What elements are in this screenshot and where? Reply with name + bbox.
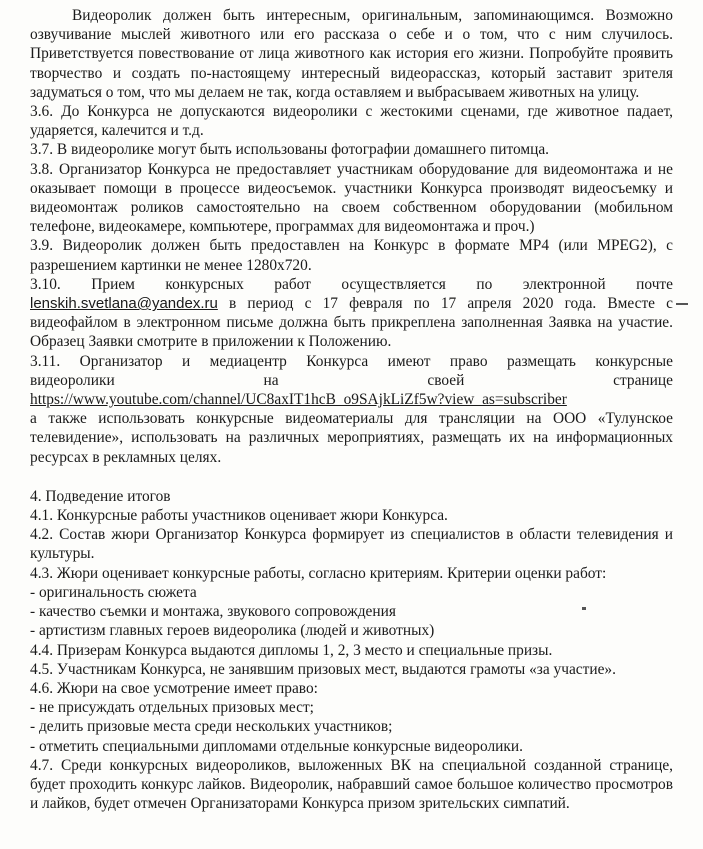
rights-item: - делить призовые места среди нескольких участников; [30, 718, 393, 736]
email-link[interactable]: lenskih.svetlana@yandex.ru [30, 295, 218, 313]
clause-3-8: 3.8. Организатор Конкурса не предоставляет участникам оборудование для видеомонтажа и не оказывает помощи в процессе видеосъемок. участники Конкурса производят видеосъемку и видеомонтаж роликов самостоятельно на своем собственном оборудовании (мобильном телефоне, видеокамере, компьютере, программах для видеомонтажа и проч.) [30, 160, 673, 236]
clause-3-11-word: имеют [387, 352, 431, 370]
clause-3-11-line2 [30, 371, 673, 390]
clause-3-10-word: Прием [91, 275, 135, 293]
section-4-title: 4. Подведение итогов [30, 487, 171, 505]
clause-3-11-word: 3.11. [30, 352, 61, 370]
clause-3-10-word: конкурсных [165, 275, 244, 293]
clause-4-3: 4.3. Жюри оценивает конкурсные работы, согласно критериям. Критерии оценки работ: [30, 564, 607, 582]
clause-3-10-word: почте [636, 275, 673, 293]
rights-item: - отметить специальными дипломами отдельные конкурсные видеоролики. [30, 737, 523, 755]
clause-3-10-first-line [30, 275, 673, 294]
clause-3-7: 3.7. В видеоролике могут быть использованы фотографии домашнего питомца. [30, 141, 550, 159]
clause-3-10-word: электронной [522, 275, 606, 293]
clause-4-2: 4.2. Состав жюри Организатор Конкурса формирует из специалистов в области телевидения и культуры. [30, 526, 673, 563]
intro-paragraph: Видеоролик должен быть интересным, оригинальным, запоминающимся. Возможно озвучивание мыслей животного или его рассказа о себе и о том, что с ним случилось. Приветствуется повествование от лица животного как история его жизни. Попробуйте проявить творчество и создать по-настоящему интересный видеорассказ, который заставит зрителя задуматься о том, что мы делаем не так, когда оставляем и выбрасываем животных на улицу. [30, 7, 673, 101]
scan-speck [582, 607, 586, 610]
clause-3-11-word: Организатор [79, 352, 163, 370]
clause-3-11-word: Конкурса [306, 352, 369, 370]
clause-3-11-word: на [263, 371, 279, 389]
rights-item: - не присуждать отдельных призовых мест; [30, 699, 314, 717]
criteria-item: - артистизм главных героев видеоролика (людей и животных) [30, 622, 435, 640]
clause-4-5: 4.5. Участникам Конкурса, не занявшим призовых мест, выдаются грамоты «за участие». [30, 660, 616, 678]
clause-3-11-word: конкурсные [595, 352, 673, 370]
scan-speck [676, 303, 688, 305]
criteria-item: - качество съемки и монтажа, звукового сопровождения [30, 603, 396, 621]
clause-3-10-word: осуществляется [341, 275, 446, 293]
clause-3-11 [30, 352, 673, 467]
clause-3-11-word: своей [427, 371, 465, 389]
clause-3-10-word: работ [274, 275, 311, 293]
clause-3-11-url-line [30, 390, 673, 409]
clause-3-11-rest: а также использовать конкурсные видеоматериалы для трансляции на ООО «Тулунское телевидение», использовать на различных мероприятиях, размещать их на информационных ресурсах в рекламных целях. [30, 410, 673, 466]
clause-3-10 [30, 275, 673, 352]
clause-4-1: 4.1. Конкурсные работы участников оценивает жюри Конкурса. [30, 507, 448, 525]
clause-3-10-word: по [476, 275, 493, 293]
clause-4-6: 4.6. Жюри на свое усмотрение имеет право: [30, 679, 318, 697]
clause-3-11-word: право [449, 352, 488, 370]
clause-3-9: 3.9. Видеоролик должен быть предоставлен на Конкурс в формате MP4 (или MPEG2), с разрешением картинки не менее 1280х720. [30, 237, 673, 274]
clause-3-11-word: и [181, 352, 191, 370]
clause-3-10-word: 3.10. [30, 275, 61, 293]
clause-3-11-word: странице [613, 371, 673, 389]
section-gap [30, 467, 673, 487]
clause-3-6: 3.6. До Конкурса не допускаются видеоролики с жестокими сценами, где животное падает, ударяется, калечится и т.д. [30, 103, 673, 140]
clause-3-11-word: размещать [506, 352, 576, 370]
criteria-item: - оригинальность сюжета [30, 583, 197, 601]
clause-3-10-body [30, 294, 673, 352]
clause-3-11-word: медиацентр [209, 352, 287, 370]
youtube-channel-link[interactable]: https://www.youtube.com/channel/UC8axIT1hcB_o9SAjkLiZf5w?view_as=subscriber [30, 391, 567, 409]
clause-3-11-word: видеоролики [30, 371, 115, 389]
clause-4-7: 4.7. Среди конкурсных видеороликов, выложенных ВК на специальной созданной странице, будет проходить конкурс лайков. Видеоролик, набравший самое большое количество просмотров и лайков, будет отмечен Организаторами Конкурса призом зрительских симпатий. [30, 756, 673, 813]
clause-4-4: 4.4. Призерам Конкурса выдаются дипломы 1, 2, 3 место и специальные призы. [30, 641, 553, 659]
clause-3-11-line1 [30, 352, 673, 371]
clause-3-10-rest: в период с 17 февраля по 17 апреля 2020 года. Вместе с видеофайлом в электронном письме должна быть прикреплена заполненная Заявка на участие. Образец Заявки смотрите в приложении к Положению. [30, 295, 673, 351]
